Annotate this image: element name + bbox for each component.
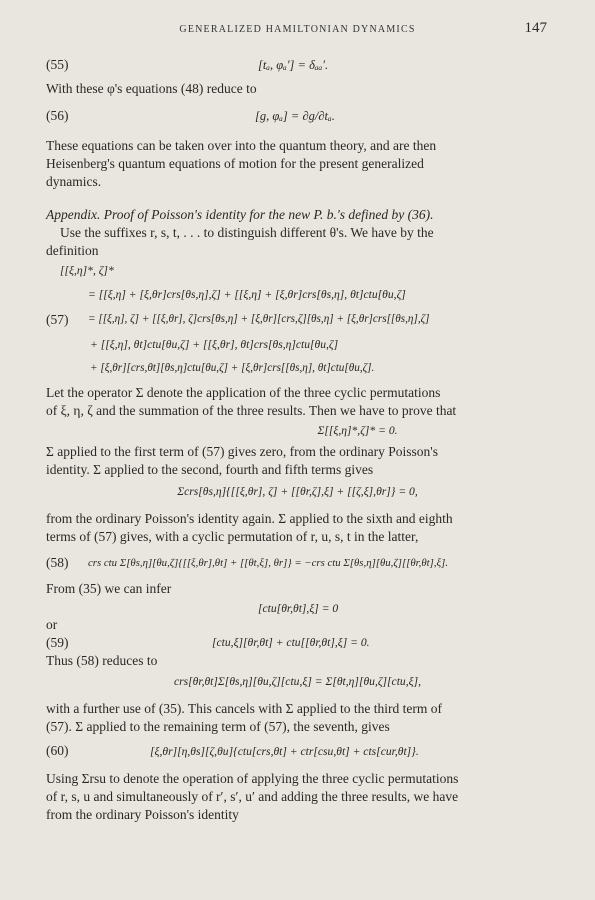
paragraph-2-line-2: Heisenberg's quantum equations of motion for the present generalized — [46, 156, 424, 171]
equation-55: [tₐ, φₐ′] = δₐₐ′. — [258, 58, 329, 72]
equation-57-line-2: = [[ξ,η], ζ] + [[ξ,θr], ζ]crs[θs,η] + [ξ,θr][crs,ζ][θs,η] + [ξ,θr]crs[[θs,η],ζ] — [88, 313, 430, 325]
paragraph-9: Thus (58) reduces to — [46, 653, 158, 668]
running-title: GENERALIZED HAMILTONIAN DYNAMICS — [179, 24, 416, 35]
paragraph-6-line-2: terms of (57) gives, with a cyclic permutation of r, u, s, t in the latter, — [46, 529, 419, 544]
equation-number-59: (59) — [46, 635, 69, 650]
equation-57-line-3: + [[ξ,η], θt]ctu[θu,ζ] + [[ξ,θr], θt]crs[θs,η]ctu[θu,ζ] — [90, 338, 339, 351]
paragraph-10-line-2: (57). Σ applied to the remaining term of (57), the seventh, gives — [46, 719, 390, 734]
paragraph-6-line-1: from the ordinary Poisson's identity again. Σ applied to the sixth and eighth — [46, 511, 453, 526]
equation-number-57: (57) — [46, 312, 69, 327]
paragraph-5-line-1: Σ applied to the first term of (57) gives zero, from the ordinary Poisson's — [46, 444, 438, 459]
equation-number-60: (60) — [46, 743, 69, 758]
equation-inference: [ctu[θr,θt],ξ] = 0 — [258, 602, 339, 615]
paragraph-4-line-1: Let the operator Σ denote the application of the three cyclic permutations — [46, 385, 441, 400]
equation-number-58: (58) — [46, 555, 69, 570]
equation-sum-identity: Σ[[ξ,η]*,ζ]* = 0. — [317, 424, 398, 437]
paragraph-11-line-3: from the ordinary Poisson's identity — [46, 807, 239, 822]
equation-59: [ctu,ξ][θr,θt] + ctu[[θr,θt],ξ] = 0. — [212, 636, 370, 649]
paragraph-4-line-2: of ξ, η, ζ and the summation of the three results. Then we have to prove that — [46, 403, 457, 418]
paragraph-11-line-2: of r, s, u and simultaneously of r′, s′, u′ and adding the three results, we have — [46, 789, 459, 804]
equation-60: [ξ,θr][η,θs][ζ,θu]{ctu[crs,θt] + ctr[csu,θt] + cts[cur,θt]}. — [150, 745, 419, 758]
equation-57-lhs: [[ξ,η]*, ζ]* — [60, 264, 114, 277]
paragraph-7: From (35) we can infer — [46, 581, 172, 596]
appendix-heading: Appendix. Proof of Poisson's identity for the new P. b.'s defined by (36). — [46, 207, 434, 222]
equation-number-56: (56) — [46, 108, 69, 123]
paragraph-10-line-1: with a further use of (35). This cancels with Σ applied to the third term of — [46, 701, 443, 716]
paragraph-1: With these φ's equations (48) reduce to — [46, 81, 257, 96]
paragraph-2-line-1: These equations can be taken over into the quantum theory, and are then — [46, 138, 437, 153]
equation-57-line-4: + [ξ,θr][crs,θt][θs,η]ctu[θu,ζ] + [ξ,θr]crs[[θs,η], θt]ctu[θu,ζ]. — [90, 362, 375, 374]
equation-56: [g, φₐ] = ∂g/∂tₐ. — [255, 109, 335, 123]
equation-number-55: (55) — [46, 57, 69, 72]
paragraph-8: or — [46, 617, 58, 632]
equation-58: crs ctu Σ[θs,η][θu,ζ]{[[ξ,θr],θt] + [[θt,ξ], θr]} = −crs ctu Σ[θs,η][θu,ζ][[θr,θt],ξ]. — [88, 557, 449, 569]
paragraph-2-line-3: dynamics. — [46, 174, 102, 189]
equation-57-line-1: = [[ξ,η] + [ξ,θr]crs[θs,η],ζ] + [[ξ,η] + [ξ,θr]crs[θs,η], θt]ctu[θu,ζ] — [88, 288, 406, 301]
equation-reduced: crs[θr,θt]Σ[θs,η][θu,ζ][ctu,ξ] = Σ[θt,η][θu,ζ][ctu,ξ], — [173, 675, 421, 688]
paragraph-11-line-1: Using Σrsu to denote the operation of applying the three cyclic permutations — [46, 771, 459, 786]
equation-cyclic-sum: Σcrs[θs,η]{[[ξ,θr], ζ] + [[θr,ζ],ξ] + [[ζ,ξ],θr]} = 0, — [177, 485, 418, 498]
page-number: 147 — [524, 20, 547, 36]
paragraph-5-line-2: identity. Σ applied to the second, fourth and fifth terms gives — [46, 462, 374, 477]
paragraph-3-line-2: definition — [46, 243, 99, 258]
paragraph-3-line-1: Use the suffixes r, s, t, . . . to distinguish different θ's. We have by the — [60, 225, 434, 240]
